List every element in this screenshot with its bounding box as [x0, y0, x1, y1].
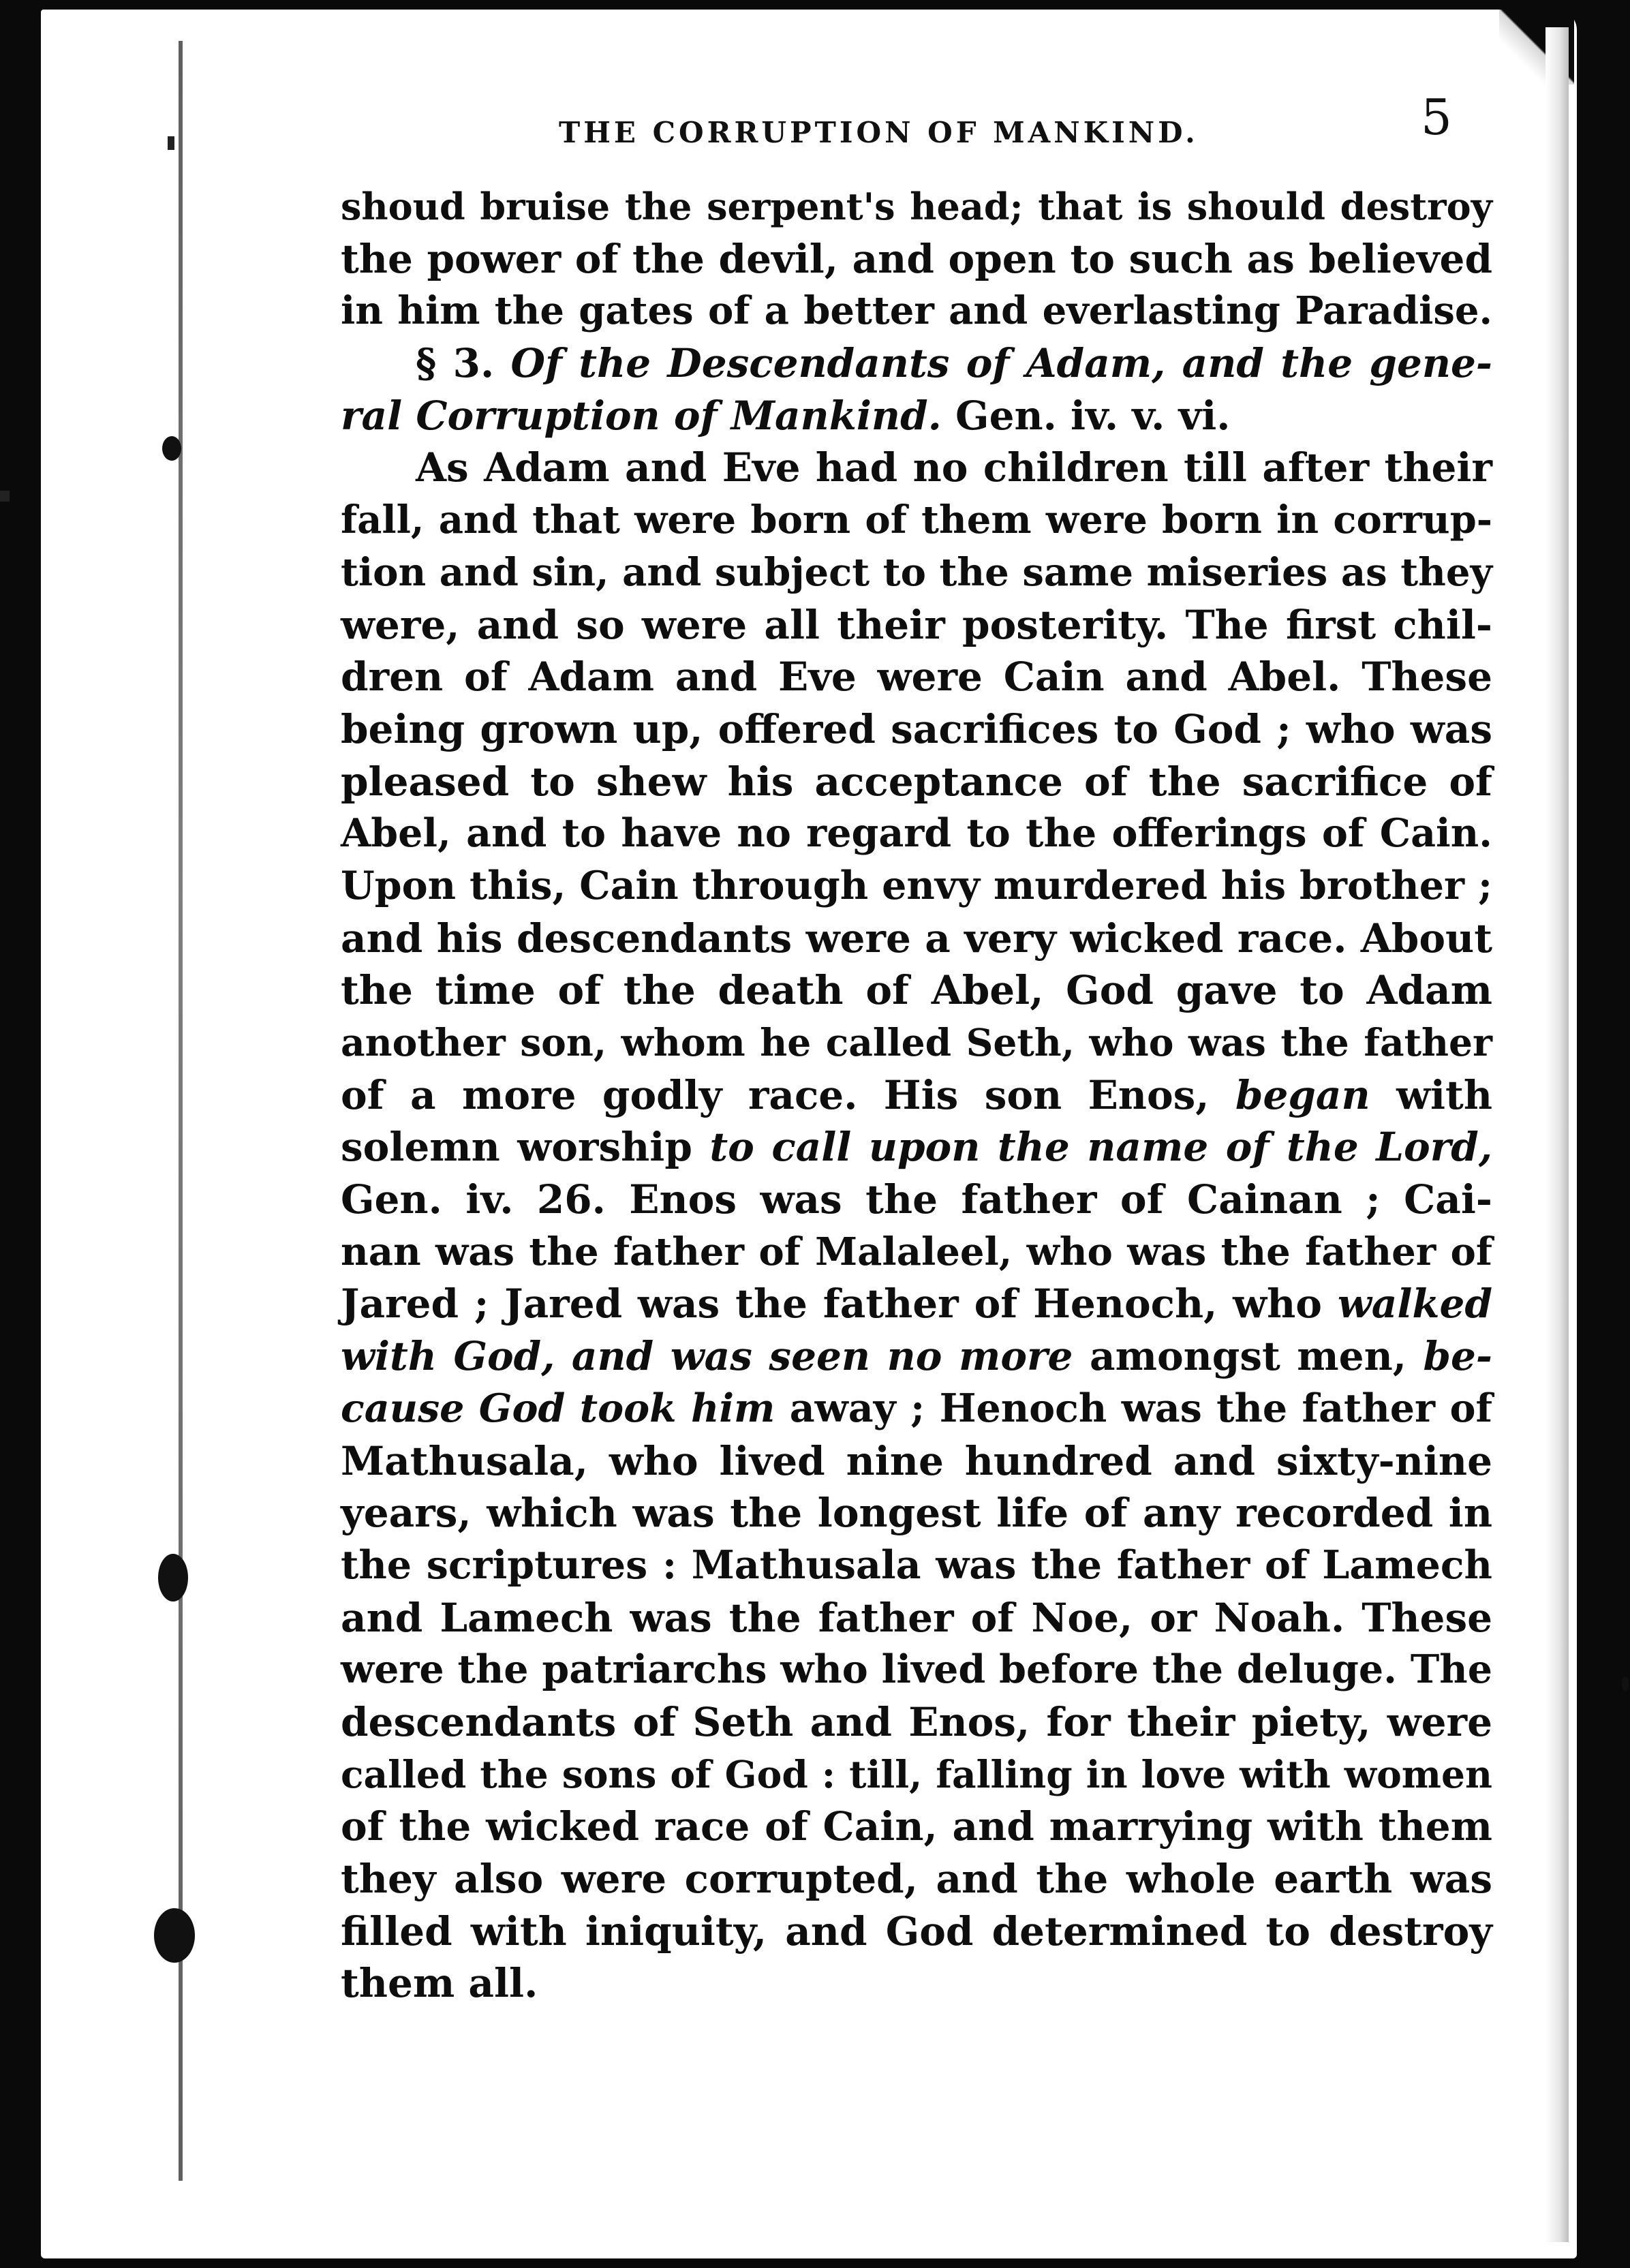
- text-line: dren of Adam and Eve were Cain and Abel. These: [341, 654, 1492, 701]
- text-line: [341, 1383, 1492, 1435]
- text-line: the scriptures : Mathusala was the father of Lamech: [341, 1542, 1492, 1588]
- text-span: § 3.: [416, 340, 511, 387]
- text-line: Abel, and to have no regard to the offerings of Cain.: [341, 810, 1492, 857]
- text-line: the power of the devil, and open to such as believed: [341, 235, 1492, 282]
- italic-span: with God, and was seen no more: [341, 1333, 1073, 1380]
- text-line: nan was the father of Malaleel, who was the father of: [341, 1229, 1492, 1274]
- text-line: and his descendants were a very wicked race. About: [341, 915, 1492, 962]
- text-span: Jared ; Jared was the father of Henoch, who: [341, 1281, 1338, 1328]
- text-line: the time of the death of Abel, God gave to Adam: [341, 967, 1492, 1014]
- text-line: shoud bruise the serpent's head; that is should destroy: [341, 185, 1492, 228]
- text-line: they also were corrupted, and the whole earth was: [341, 1856, 1492, 1902]
- italic-span: to call upon the name of the Lord,: [709, 1124, 1493, 1171]
- text-span: Gen. iv. v. vi.: [941, 392, 1231, 439]
- text-line: were the patriarchs who lived before the deluge. The: [341, 1646, 1492, 1693]
- text-line: Upon this, Cain through envy murdered his brother ;: [341, 862, 1492, 908]
- body-text: [341, 181, 1492, 2010]
- text-line: called the sons of God : till, falling in love with women: [341, 1751, 1492, 1796]
- italic-span: be-: [1423, 1333, 1492, 1380]
- ink-blot: [154, 1908, 195, 1963]
- text-line: Mathusala, who lived nine hundred and sixty-nine: [341, 1437, 1492, 1484]
- text-line: them all.: [341, 1960, 538, 2007]
- text-line: [341, 1330, 1492, 1383]
- italic-span: ral Corruption of Mankind.: [341, 392, 942, 439]
- text-span: solemn worship: [341, 1124, 710, 1171]
- text-line: Gen. iv. 26. Enos was the father of Cainan ; Cai-: [341, 1176, 1492, 1223]
- text-line: fall, and that were born of them were born in corrup-: [341, 497, 1492, 543]
- italic-span: walked: [1337, 1281, 1492, 1328]
- text-line: pleased to shew his acceptance of the sacrifice of: [341, 758, 1492, 805]
- text-line: [341, 390, 1492, 442]
- binding-gutter-line: [179, 41, 183, 2181]
- text-line: [341, 1278, 1492, 1330]
- text-line: filled with iniquity, and God determined to destroy: [341, 1907, 1492, 1955]
- italic-span: began: [1235, 1071, 1370, 1118]
- ink-blot: [1622, 1676, 1629, 1691]
- running-head: THE CORRUPTION OF MANKIND.: [559, 116, 1199, 149]
- text-line: were, and so were all their posterity. The first chil-: [341, 601, 1492, 648]
- text-line: another son, whom he called Seth, who was the father: [341, 1020, 1492, 1064]
- text-line: of the wicked race of Cain, and marrying with them: [341, 1803, 1492, 1850]
- text-line: descendants of Seth and Enos, for their piety, were: [341, 1698, 1492, 1745]
- italic-span: Of the Descendants of Adam, and the gene-: [510, 340, 1492, 387]
- text-line: of a more godly race. His son Enos, began with: [341, 1071, 1492, 1118]
- text-line: and Lamech was the father of Noe, or Noah. These: [341, 1594, 1492, 1641]
- text-span: amongst men,: [1073, 1333, 1424, 1380]
- ink-blot: [162, 436, 181, 461]
- text-line: in him the gates of a better and everlasting Paradise.: [341, 288, 1492, 334]
- text-span: away ; Henoch was the father of: [775, 1385, 1492, 1431]
- margin-mark: [0, 491, 10, 502]
- text-line: tion and sin, and subject to the same miseries as they: [341, 549, 1492, 595]
- text-line: years, which was the longest life of any recorded in: [341, 1490, 1492, 1537]
- text-line: being grown up, offered sacrifices to God ; who was: [341, 705, 1492, 752]
- ink-blot: [158, 1554, 188, 1602]
- italic-span: cause God took him: [341, 1385, 775, 1431]
- margin-mark: [168, 136, 174, 150]
- text-line: As Adam and Eve had no children till after their: [416, 444, 1492, 491]
- page-number: 5: [1421, 89, 1452, 146]
- text-line: [341, 337, 1492, 390]
- page-edge-shadow: [1546, 27, 1569, 2242]
- text-line: [341, 1121, 1492, 1174]
